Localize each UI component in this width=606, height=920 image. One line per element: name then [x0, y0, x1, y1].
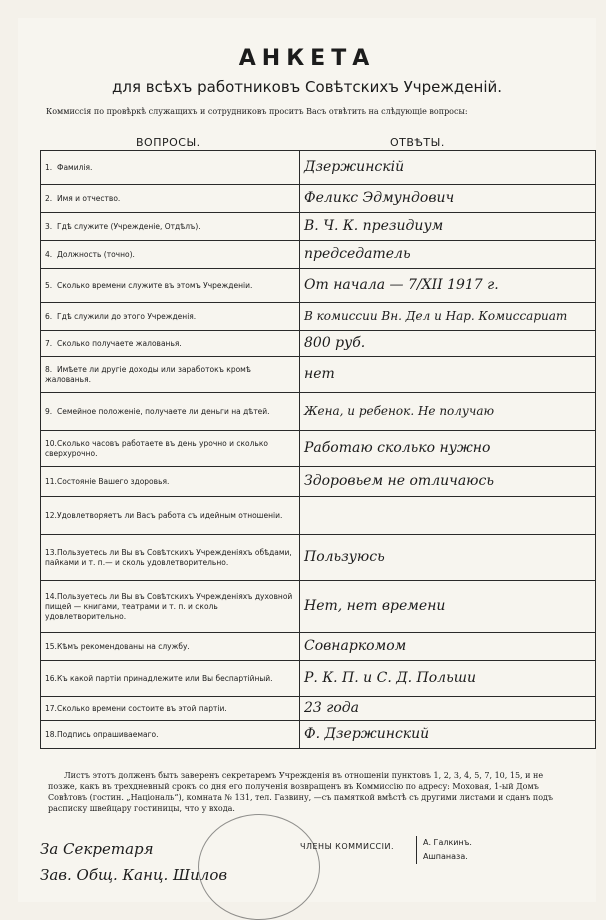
form-title: АНКЕТА [238, 46, 376, 71]
table-row [41, 467, 596, 497]
question-cell [41, 269, 300, 303]
question-text: Къ какой партіи принадлежите или Вы беспартійный. [57, 673, 273, 683]
question-cell [41, 357, 300, 393]
question-cell [41, 185, 300, 213]
question-text: Сколько получаете жалованья. [57, 338, 182, 348]
question-text: Имѣете ли другіе доходы или заработокъ кромѣ жалованья. [45, 364, 251, 384]
question-number: 3. [45, 221, 53, 231]
question-number: 15. [45, 641, 57, 651]
question-text: Кѣмъ рекомендованы на службу. [57, 641, 190, 651]
table-row [41, 357, 596, 393]
question-text: Должность (точно). [57, 249, 135, 259]
question-number: 8. [45, 364, 53, 374]
answer-cell: Работаю сколько нужно [300, 431, 596, 467]
question-number: 7. [45, 338, 53, 348]
answer-cell [300, 497, 596, 535]
question-text: Гдѣ служили до этого Учрежденія. [57, 311, 197, 321]
question-cell [41, 721, 300, 749]
answer-cell: 800 руб. [300, 331, 596, 357]
answer-cell: Здоровьем не отличаюсь [300, 467, 596, 497]
question-cell [41, 535, 300, 581]
question-text: Пользуетесь ли Вы въ Совѣтскихъ Учрежденіяхъ духовной пищей — книгами, театрами и т. п. и сколь удовлетворительно. [45, 591, 293, 621]
answer-cell: Р. К. П. и С. Д. Польши [300, 661, 596, 697]
table-row [41, 185, 596, 213]
answer-cell: 23 года [300, 697, 596, 721]
question-cell [41, 331, 300, 357]
table-row [41, 151, 596, 185]
question-text: Пользуетесь ли Вы въ Совѣтскихъ Учрежденіяхъ обѣдами, пайками и т. п.— и сколь удовлетворительно. [45, 547, 292, 567]
form-subtitle: для всѣхъ работниковъ Совѣтскихъ Учрежденій. [112, 78, 502, 96]
footer-note: Листъ этотъ долженъ быть заверенъ секретаремъ Учрежденія въ отношеніи пунктовъ 1, 2, 3, 4, 5, 7, 10, 15, и не позже, какъ въ трехдневный срокъ со дня его полученія возвращенъ въ Коммиссію по адресу: Моховая, 1-ый Домъ Совѣтовъ (гостин. „Національ“), комната № 131, тел. Газвину, —съ памяткой вмѣстѣ съ другими листами и сданъ подъ расписку швейцару гостиницы, что у входа. [48, 771, 554, 813]
question-cell [41, 497, 300, 535]
secretary-signature-line-2: Зав. Общ. Канц. Шилов [40, 866, 228, 884]
secretary-signature [40, 836, 227, 888]
question-cell [41, 393, 300, 431]
question-number: 13. [45, 547, 57, 557]
question-cell [41, 467, 300, 497]
question-number: 1. [45, 162, 53, 172]
question-cell [41, 151, 300, 185]
answer-cell: Дзержинскiй [300, 151, 596, 185]
commission-members-label: ЧЛЕНЫ КОММИССІИ. [300, 842, 394, 851]
question-cell [41, 213, 300, 241]
question-number: 16. [45, 673, 57, 683]
question-number: 2. [45, 193, 53, 203]
table-row [41, 269, 596, 303]
commission-member: А. Галкинъ. [423, 838, 472, 847]
answer-cell: В комиссии Вн. Дел и Нар. Комиссариат [300, 303, 596, 331]
question-number: 4. [45, 249, 53, 259]
question-text: Семейное положеніе, получаете ли деньги на дѣтей. [57, 406, 270, 416]
table-row [41, 661, 596, 697]
table-row [41, 581, 596, 633]
question-text: Сколько времени состоите въ этой партіи. [57, 703, 227, 713]
answer-cell: Совнаркомом [300, 633, 596, 661]
questionnaire-table [40, 150, 596, 749]
question-number: 12. [45, 510, 57, 520]
question-text: Фамилія. [57, 162, 93, 172]
question-text: Имя и отчество. [57, 193, 121, 203]
answer-cell: Феликс Эдмундович [300, 185, 596, 213]
table-row [41, 697, 596, 721]
question-text: Сколько часовъ работаете въ день урочно и сколько сверхурочно. [45, 438, 268, 458]
table-row [41, 497, 596, 535]
table-row [41, 431, 596, 467]
answer-cell: Ф. Дзержинский [300, 721, 596, 749]
question-cell [41, 303, 300, 331]
secretary-signature-line-1: За Секретаря [40, 840, 154, 858]
question-cell [41, 633, 300, 661]
question-text: Подпись опрашиваемаго. [57, 729, 159, 739]
table-row [41, 213, 596, 241]
question-number: 14. [45, 591, 57, 601]
question-number: 9. [45, 406, 53, 416]
answer-cell: Нет, нет времени [300, 581, 596, 633]
question-text: Удовлетворяетъ ли Васъ работа съ идейным отношеніи. [57, 510, 283, 520]
table-row [41, 721, 596, 749]
answers-column-header: ОТВѢТЫ. [390, 136, 445, 149]
question-number: 17. [45, 703, 57, 713]
question-cell [41, 661, 300, 697]
answer-cell: Жена, и ребенок. Не получаю [300, 393, 596, 431]
table-row [41, 303, 596, 331]
question-text: Сколько времени служите въ этомъ Учрежденіи. [57, 280, 253, 290]
answer-cell: председатель [300, 241, 596, 269]
commission-members-list [416, 836, 472, 864]
question-cell [41, 581, 300, 633]
question-cell [41, 431, 300, 467]
questions-column-header: ВОПРОСЫ. [136, 136, 201, 149]
question-cell [41, 697, 300, 721]
answer-cell: От начала — 7/XII 1917 г. [300, 269, 596, 303]
question-text: Гдѣ служите (Учрежденіе, Отдѣлъ). [57, 221, 201, 231]
table-row [41, 393, 596, 431]
table-row [41, 535, 596, 581]
questionnaire-sheet [18, 18, 596, 902]
answer-cell: нет [300, 357, 596, 393]
answer-cell: В. Ч. К. президиум [300, 213, 596, 241]
table-row [41, 241, 596, 269]
answer-cell: Пользуюсь [300, 535, 596, 581]
question-cell [41, 241, 300, 269]
question-number: 5. [45, 280, 53, 290]
table-row [41, 331, 596, 357]
commission-member: Ашпаназа. [423, 852, 468, 861]
form-instruction: Коммиссія по провѣркѣ служащихъ и сотрудниковъ проситъ Васъ отвѣтить на слѣдующіе вопросы: [46, 107, 468, 116]
question-number: 6. [45, 311, 53, 321]
question-number: 11. [45, 476, 57, 486]
question-number: 10. [45, 438, 57, 448]
table-row [41, 633, 596, 661]
question-number: 18. [45, 729, 57, 739]
question-text: Состояніе Вашего здоровья. [57, 476, 170, 486]
